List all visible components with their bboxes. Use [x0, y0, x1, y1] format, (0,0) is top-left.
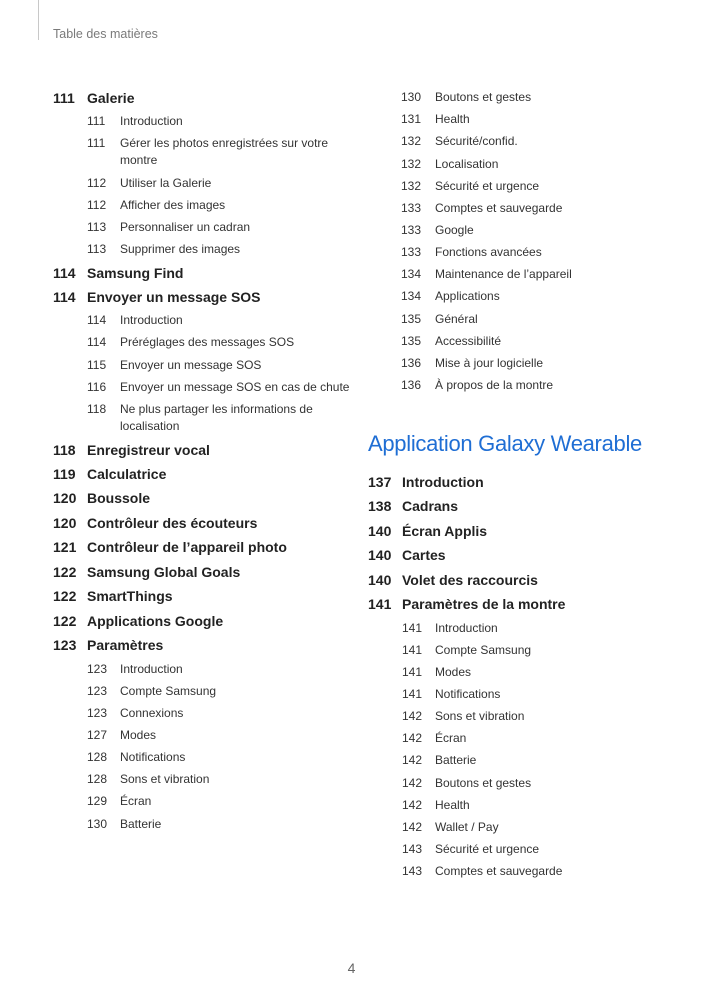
toc-entry-title: Comptes et sauvegarde	[435, 864, 563, 878]
toc-entry-title: Gérer les photos enregistrées sur votre montre	[120, 136, 329, 167]
toc-entry-title: Écran	[435, 731, 467, 745]
toc-entry-title: SmartThings	[87, 588, 173, 604]
toc-entry-title: Boussole	[87, 490, 151, 506]
toc-entry-title: Notifications	[120, 750, 186, 764]
toc-entry-title: Galerie	[87, 90, 135, 106]
toc-entry-page: 120	[53, 490, 77, 506]
toc-entry-page: 136	[401, 378, 422, 392]
toc-entry-title: Paramètres	[87, 637, 164, 653]
toc-entry-title: Ne plus partager les informations de localisation	[120, 402, 313, 433]
toc-entry-title: Enregistreur vocal	[87, 442, 210, 458]
toc-entry-page: 133	[401, 201, 422, 215]
toc-entry-page: 142	[402, 753, 423, 767]
toc-entry-page: 128	[87, 772, 108, 786]
toc-entry-page: 134	[401, 289, 422, 303]
page-header: Table des matières	[53, 27, 158, 41]
toc-entry-page: 142	[402, 709, 423, 723]
toc-entry-page: 134	[401, 267, 422, 281]
toc-entry-page: 136	[401, 356, 422, 370]
toc-entry-title: Écran Applis	[402, 523, 488, 539]
toc-entry-page: 138	[368, 498, 392, 514]
toc-entry-page: 123	[87, 706, 108, 720]
toc-entry-title: Introduction	[435, 621, 498, 635]
toc-entry-page: 142	[402, 820, 423, 834]
toc-entry-page: 142	[402, 798, 423, 812]
toc-entry-page: 140	[368, 523, 392, 539]
toc-entry-page: 114	[87, 313, 107, 327]
toc-entry-title: Envoyer un message SOS	[120, 358, 262, 372]
toc-entry-title: Introduction	[120, 313, 183, 327]
toc-entry-page: 143	[402, 842, 423, 856]
toc-entry-page: 141	[402, 643, 423, 657]
toc-entry-title: Fonctions avancées	[435, 245, 542, 259]
toc-entry-page: 128	[87, 750, 108, 764]
toc-entry-title: Compte Samsung	[435, 643, 532, 657]
toc-entry-title: Wallet / Pay	[435, 820, 499, 834]
toc-entry-title: Cartes	[402, 547, 446, 563]
toc-entry-page: 141	[402, 665, 423, 679]
toc-entry-title: Envoyer un message SOS	[87, 289, 261, 305]
toc-entry-page: 118	[53, 442, 76, 458]
toc-entry-title: Préréglages des messages SOS	[120, 335, 295, 349]
toc-entry-page: 123	[87, 662, 108, 676]
toc-entry-title: Utiliser la Galerie	[120, 176, 212, 190]
toc-entry-title: Mise à jour logicielle	[435, 356, 544, 370]
toc-entry-title: Compte Samsung	[120, 684, 217, 698]
toc-entry-title: Volet des raccourcis	[402, 572, 538, 588]
toc-entry-page: 141	[402, 687, 423, 701]
toc-entry-page: 142	[402, 731, 423, 745]
toc-entry-title: Calculatrice	[87, 466, 167, 482]
header-rule	[38, 0, 39, 40]
toc-entry-title: Supprimer des images	[120, 242, 241, 256]
toc-entry-title: Samsung Find	[87, 265, 184, 281]
toc-entry-page: 116	[87, 380, 107, 394]
toc-entry-page: 132	[401, 157, 422, 171]
toc-entry-title: Cadrans	[402, 498, 459, 514]
toc-entry-page: 133	[401, 223, 422, 237]
toc-entry-title: Maintenance de l’appareil	[435, 267, 572, 281]
toc-entry-page: 141	[402, 621, 423, 635]
toc-entry-title: Health	[435, 112, 470, 126]
toc-entry-title: Général	[435, 312, 478, 326]
toc-entry-title: Comptes et sauvegarde	[435, 201, 563, 215]
toc-entry-page: 137	[368, 474, 392, 490]
toc-entry-title: Personnaliser un cadran	[120, 220, 251, 234]
toc-entry-page: 133	[401, 245, 422, 259]
page-number: 4	[347, 960, 356, 976]
toc-entry-title: Paramètres de la montre	[402, 596, 566, 612]
toc-entry-title: Sécurité et urgence	[435, 842, 540, 856]
toc-entry-title: Sécurité et urgence	[435, 179, 540, 193]
toc-entry-title: Écran	[120, 794, 152, 808]
toc-entry-page: 120	[53, 515, 77, 531]
toc-entry-page: 122	[53, 564, 77, 580]
toc-entry-page: 119	[53, 466, 76, 482]
toc-entry-page: 130	[401, 90, 422, 104]
toc-entry-page: 140	[368, 547, 392, 563]
section-title: Application Galaxy Wearable	[368, 431, 642, 456]
toc-entry-page: 141	[368, 596, 392, 612]
toc-entry-title: À propos de la montre	[435, 378, 554, 392]
toc-entry-page: 112	[87, 198, 107, 212]
toc-entry-page: 118	[87, 402, 107, 416]
toc-entry-page: 129	[87, 794, 108, 808]
toc-entry-title: Boutons et gestes	[435, 90, 532, 104]
toc-entry-page: 122	[53, 613, 77, 629]
toc-entry-title: Applications	[435, 289, 500, 303]
toc-entry-page: 123	[87, 684, 108, 698]
toc-entry-title: Sons et vibration	[120, 772, 210, 786]
toc-entry-page: 122	[53, 588, 77, 604]
toc-entry-page: 114	[53, 265, 76, 281]
toc-entry-page: 121	[53, 539, 77, 555]
toc-entry-title: Applications Google	[87, 613, 224, 629]
toc-entry-page: 130	[87, 817, 108, 831]
toc-entry-title: Boutons et gestes	[435, 776, 532, 790]
toc-entry-page: 131	[401, 112, 422, 126]
toc-entry-title: Batterie	[120, 817, 162, 831]
toc-entry-title: Contrôleur des écouteurs	[87, 515, 258, 531]
toc-entry-title: Connexions	[120, 706, 184, 720]
toc-entry-page: 132	[401, 179, 422, 193]
toc-entry-page: 135	[401, 312, 422, 326]
toc-entry-title: Contrôleur de l’appareil photo	[87, 539, 287, 555]
toc-entry-page: 142	[402, 776, 423, 790]
toc-entry-title: Introduction	[402, 474, 484, 490]
toc-entry-title: Introduction	[120, 662, 183, 676]
toc-entry-page: 140	[368, 572, 392, 588]
toc-entry-title: Modes	[120, 728, 157, 742]
toc-entry-title: Modes	[435, 665, 472, 679]
toc-entry-title: Envoyer un message SOS en cas de chute	[120, 380, 350, 394]
toc-entry-title: Localisation	[435, 157, 499, 171]
toc-entry-title: Introduction	[120, 114, 183, 128]
toc-entry-title: Accessibilité	[435, 334, 502, 348]
toc-entry-title: Health	[435, 798, 470, 812]
toc-entry-page: 114	[87, 335, 107, 349]
toc-entry-page: 143	[402, 864, 423, 878]
toc-entry-page: 114	[53, 289, 76, 305]
toc-entry-page: 112	[87, 176, 107, 190]
toc-entry-page: 113	[87, 220, 107, 234]
toc-entry-page: 111	[53, 90, 75, 106]
toc-entry-page: 115	[87, 358, 107, 372]
toc-entry-page: 135	[401, 334, 422, 348]
toc-entry-title: Samsung Global Goals	[87, 564, 241, 580]
toc-entry-title: Batterie	[435, 753, 477, 767]
toc-entry-title: Afficher des images	[120, 198, 226, 212]
toc-entry-page: 111	[87, 114, 106, 128]
toc-entry-title: Sécurité/confid.	[435, 134, 518, 148]
toc-entry-page: 113	[87, 242, 107, 256]
toc-entry-title: Notifications	[435, 687, 501, 701]
toc-entry-title: Google	[435, 223, 474, 237]
toc-entry-page: 127	[87, 728, 108, 742]
toc-entry-page: 132	[401, 134, 422, 148]
toc-entry-page: 123	[53, 637, 77, 653]
toc-entry-title: Sons et vibration	[435, 709, 525, 723]
toc-entry-page: 111	[87, 136, 106, 150]
